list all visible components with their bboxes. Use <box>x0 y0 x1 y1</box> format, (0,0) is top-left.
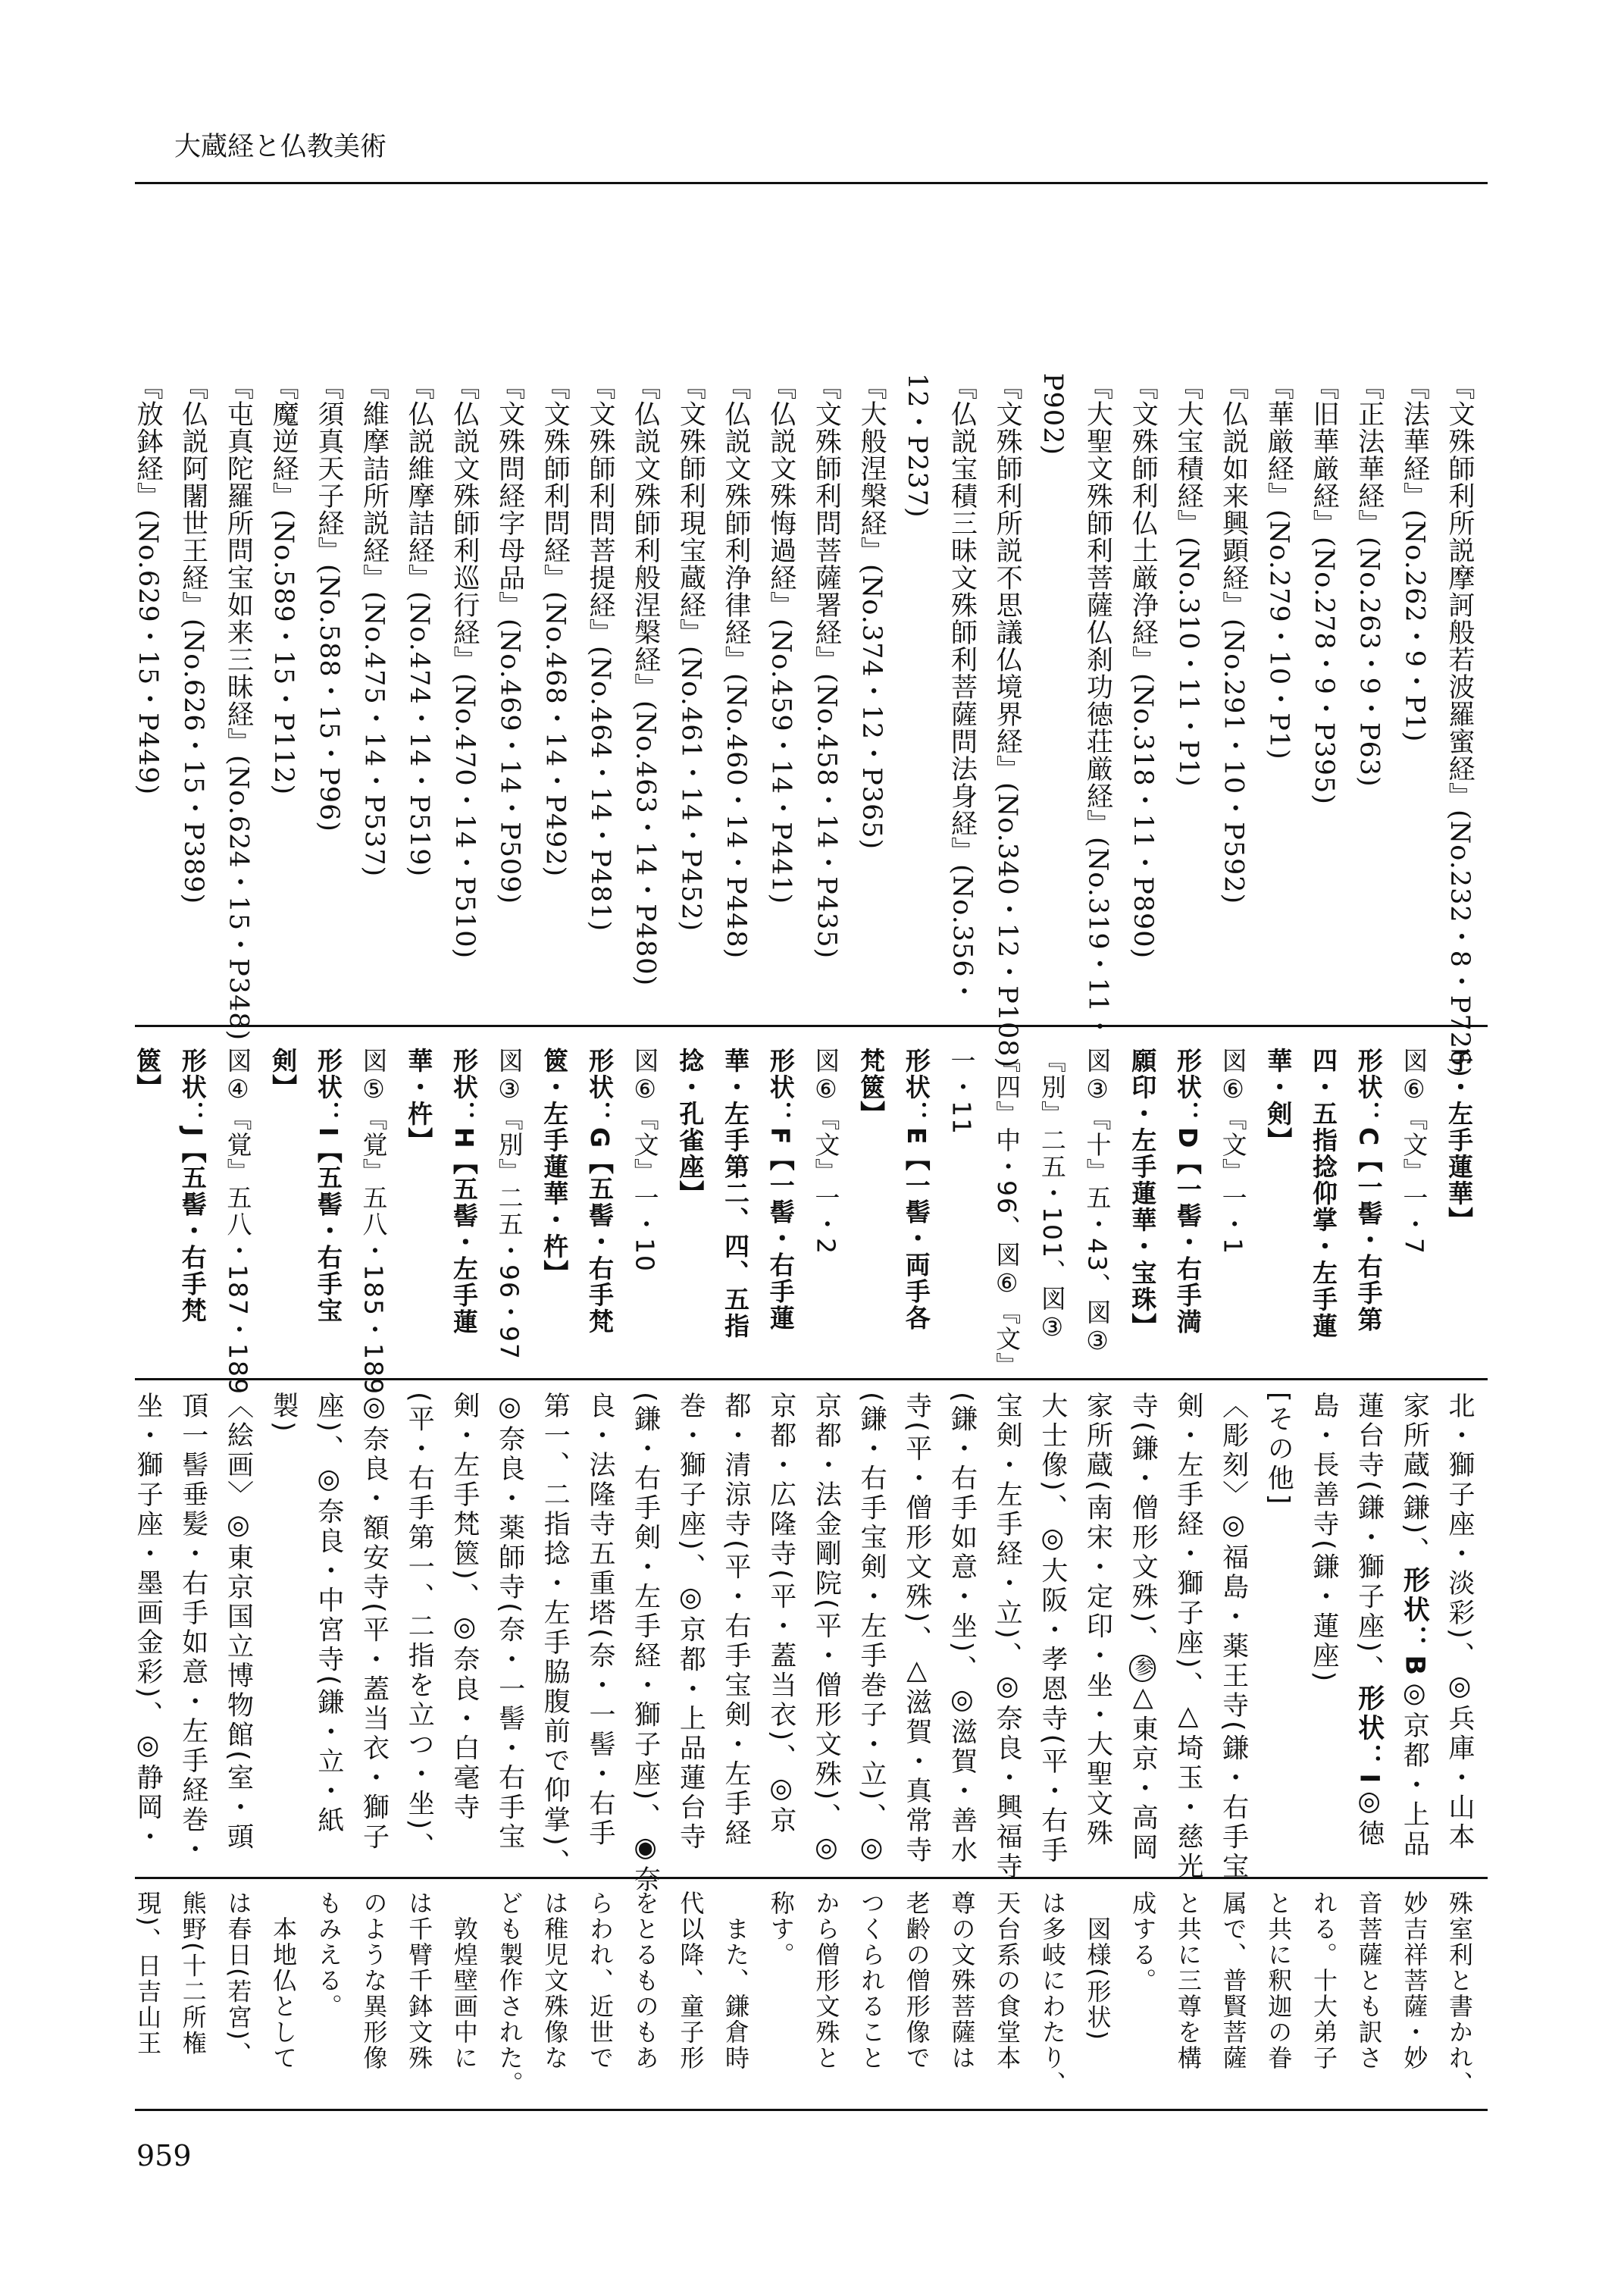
text-segment: つくられること <box>857 1890 887 2071</box>
text-column <box>1075 373 1120 1041</box>
text-column <box>939 1048 984 1374</box>
text-segment: 『文殊師利問菩薩署経』(No.458・14・P435) <box>811 373 842 960</box>
text-column <box>668 1890 713 2103</box>
shape-label: 形状：F【一髻・右手蓮 <box>765 1048 796 1332</box>
text-segment: 北・獅子座・淡彩)、◎兵庫・山本 <box>1444 1392 1475 1853</box>
text-segment: 大士像)、◎大阪・孝恩寺(平・右手 <box>1037 1392 1068 1866</box>
text-segment: 『屯真陀羅所問宝如来三昧経』(No.624・15・P348) <box>223 373 254 1042</box>
text-column <box>984 1392 1029 1882</box>
text-segment: 家所蔵(鎌)、 <box>1399 1392 1430 1567</box>
text-column <box>622 373 668 1017</box>
text-segment: 『大聖文殊師利菩薩仏刹功徳荘厳経』(No.319・11・ <box>1082 373 1113 1041</box>
text-segment: ◎奈良・薬師寺(奈・一髻・右手宝 <box>494 1392 525 1853</box>
text-segment: 剣・左手梵篋)、◎奈良・白毫寺 <box>449 1392 480 1823</box>
text-column <box>848 1890 893 2103</box>
text-segment: 『文殊師利所説不思議仏境界経』(No.340・12・P108) <box>992 373 1023 1069</box>
text-column <box>893 373 939 1017</box>
shape-label: 華・杵】 <box>404 1048 434 1154</box>
text-segment: 製) <box>268 1392 299 1435</box>
text-column <box>441 1890 487 2103</box>
text-column <box>848 373 893 1017</box>
text-segment: 図⑥『文』一・1 <box>1218 1048 1248 1255</box>
shape-label: 形状：G【五髻・右手梵 <box>584 1048 615 1336</box>
text-segment: 図様(形状) <box>1083 1890 1112 2041</box>
text-segment: 『大宝積経』(No.310・11・P1) <box>1172 373 1203 788</box>
text-column <box>305 1890 351 2103</box>
text-column <box>124 373 170 1017</box>
text-segment: 『大般涅槃経』(No.374・12・P365) <box>856 373 887 850</box>
text-column <box>305 373 351 1017</box>
text-column <box>1210 373 1256 1017</box>
text-column <box>305 1048 351 1374</box>
shape-label: 形状：E【一髻・両手各 <box>901 1048 931 1332</box>
text-column <box>124 1048 170 1374</box>
text-segment: 『魔逆経』(No.589・15・P112) <box>268 373 299 796</box>
text-column <box>260 1048 305 1374</box>
body-text-section <box>124 1890 1482 2103</box>
text-segment: 図⑥『文』一・2 <box>811 1048 841 1255</box>
text-column <box>1346 1392 1391 1869</box>
text-column <box>170 1890 215 2103</box>
text-column <box>441 1392 487 1869</box>
text-column <box>396 1392 442 1869</box>
text-column <box>803 373 849 1017</box>
text-column <box>1120 1890 1166 2103</box>
text-column <box>668 1048 713 1374</box>
text-column <box>1300 1048 1346 1374</box>
text-segment: 剣・左手経・獅子座)、△埼玉・慈光 <box>1172 1392 1203 1882</box>
text-segment: 頂一髻垂髪・右手如意・左手経巻・ <box>177 1392 208 1865</box>
text-segment: P902) <box>1037 373 1068 456</box>
text-column <box>1075 1392 1120 1869</box>
text-segment: [その他] <box>1263 1392 1294 1508</box>
text-segment: 『旧華厳経』(No.278・9・P395) <box>1308 373 1339 805</box>
text-column <box>124 1392 170 1869</box>
shape-label: 華・左手第二、四、五指 <box>721 1048 750 1339</box>
text-column <box>1256 1890 1301 2103</box>
text-segment: また、鎌倉時 <box>721 1890 750 2071</box>
text-segment: 島・長善寺(鎌・蓮座) <box>1308 1392 1339 1685</box>
text-segment: ◎京都・上品 <box>1399 1678 1430 1859</box>
text-segment: 『仏説文殊師利般涅槃経』(No.463・14・P480) <box>630 373 661 987</box>
text-column <box>441 1048 487 1374</box>
text-segment: 寺(鎌・僧形文殊)、 <box>1128 1392 1159 1655</box>
text-column <box>1120 373 1166 1017</box>
text-column <box>1256 1392 1301 1869</box>
text-segment: 蓮台寺(鎌・獅子座)、 <box>1353 1392 1385 1685</box>
text-column <box>170 373 215 1017</box>
text-segment: 天台系の食堂本 <box>993 1890 1022 2071</box>
text-column <box>1120 1048 1166 1374</box>
text-segment: 〈絵画〉◎東京国立博物館(室・頭 <box>223 1392 254 1853</box>
text-segment: 成する。 <box>1128 1890 1158 1994</box>
text-column <box>1256 1048 1301 1374</box>
text-column <box>577 1048 622 1374</box>
text-column <box>1029 373 1075 1017</box>
text-segment: 妙吉祥菩薩・妙 <box>1400 1890 1429 2071</box>
text-column <box>668 373 713 1017</box>
text-column <box>1165 373 1210 1017</box>
text-segment: ◎奈良・額安寺(平・蓋当衣・獅子 <box>358 1392 390 1853</box>
text-segment: 『法華経』(No.262・9・P1) <box>1399 373 1430 743</box>
text-column <box>712 373 758 1017</box>
text-column <box>803 1890 849 2103</box>
text-segment: 『四』中・96、図⑥『文』 <box>992 1048 1022 1379</box>
text-column <box>893 1890 939 2103</box>
shape-label: 捻・孔雀座】 <box>675 1048 706 1207</box>
text-column <box>305 1392 351 1869</box>
text-column <box>939 1890 984 2103</box>
text-segment: 属で、普賢菩薩 <box>1219 1890 1248 2071</box>
shape-label: 形状：C【一髻・右手第 <box>1353 1048 1384 1333</box>
text-segment: 『放鉢経』(No.629・15・P449) <box>133 373 164 796</box>
text-column <box>622 1890 668 2103</box>
text-segment: ども製作された。 <box>495 1890 524 2097</box>
text-column <box>939 373 984 1017</box>
text-column <box>1029 1890 1075 2103</box>
text-column <box>351 1048 396 1395</box>
text-segment: 都・清涼寺(平・右手宝剣・左手経 <box>721 1392 751 1849</box>
text-segment: 『仏説如来興顕経』(No.291・10・P592) <box>1218 373 1249 905</box>
text-segment: 良・法隆寺五重塔(奈・一髻・右手 <box>584 1392 615 1849</box>
page-number: 959 <box>136 2139 192 2172</box>
text-column <box>893 1048 939 1374</box>
text-segment: 現)、日吉山王 <box>133 1890 163 2056</box>
text-column <box>487 1890 532 2103</box>
text-segment: 坐・獅子座・墨画金彩)、◎静岡・ <box>133 1392 164 1853</box>
text-segment: (鎌・右手剣・左手経・獅子座)、◉奈 <box>630 1392 661 1896</box>
text-segment: 京都・広隆寺(平・蓋当衣)、◎京 <box>765 1392 796 1837</box>
text-segment: をとるものもあ <box>631 1890 660 2071</box>
text-column <box>577 373 622 1017</box>
text-column <box>124 1890 170 2103</box>
text-segment: (平・右手第一、二指を立つ・坐)、 <box>404 1392 435 1862</box>
text-segment: 尊の文殊菩薩は <box>947 1890 977 2071</box>
text-column <box>1346 1048 1391 1374</box>
text-segment: 『正法華経』(No.263・9・P63) <box>1353 373 1385 788</box>
text-segment: 称す。 <box>766 1890 796 1968</box>
text-column <box>1075 1048 1120 1374</box>
text-segment: 殊室利と書かれ、 <box>1445 1890 1474 2097</box>
text-column <box>1391 1048 1437 1374</box>
text-column <box>215 373 261 1042</box>
text-column <box>532 1048 577 1374</box>
text-segment: 座)、◎奈良・中宮寺(鎌・立・紙 <box>313 1392 344 1837</box>
text-column <box>1256 373 1301 1017</box>
text-column <box>1436 1392 1482 1869</box>
text-column <box>170 1392 215 1869</box>
text-column <box>1436 373 1482 1078</box>
text-segment: 本地仏として <box>269 1890 299 2071</box>
shape-label: 剣】 <box>268 1048 299 1101</box>
text-segment: れる。十大弟子 <box>1309 1890 1338 2071</box>
section-divider <box>135 1877 1488 1879</box>
shape-label: 形状：D【一髻・右手満 <box>1172 1048 1203 1336</box>
text-segment: 『維摩詰所説経』(No.475・14・P537) <box>358 373 390 878</box>
text-segment: 寺(平・僧形文殊)、△滋賀・真常寺 <box>901 1392 932 1866</box>
text-column <box>487 373 532 1017</box>
text-column <box>1210 1890 1256 2103</box>
text-column <box>1436 1048 1482 1374</box>
text-column <box>441 373 487 1017</box>
text-column <box>260 1890 305 2103</box>
text-column <box>893 1392 939 1869</box>
text-segment: 図⑥『文』一・10 <box>630 1048 660 1273</box>
text-column <box>351 1890 396 2103</box>
text-column <box>758 1392 803 1869</box>
sutra-list-section <box>124 373 1482 1078</box>
shape-label: 形状：I <box>1353 1684 1385 1787</box>
iconography-section <box>124 1048 1482 1395</box>
text-column <box>532 373 577 1017</box>
text-segment: 『文殊師利所説摩訶般若波羅蜜経』(No.232・8・P726) <box>1444 373 1475 1078</box>
text-column <box>939 1392 984 1869</box>
text-column <box>803 1392 849 1869</box>
text-column <box>1165 1392 1210 1882</box>
text-column <box>1029 1392 1075 1869</box>
text-segment: 図⑥『文』一・7 <box>1399 1048 1429 1255</box>
text-segment: は春日(若宮)、 <box>224 1890 253 2067</box>
text-column <box>351 1392 396 1869</box>
section-divider <box>135 1378 1488 1380</box>
shape-label: 形状：I【五髻・右手宝 <box>313 1048 343 1324</box>
text-column <box>170 1048 215 1374</box>
text-column <box>577 1392 622 1869</box>
text-column <box>215 1048 261 1395</box>
text-column <box>712 1890 758 2103</box>
shape-label: 梵篋】 <box>856 1048 887 1127</box>
text-segment: ◎徳 <box>1353 1786 1385 1850</box>
text-segment: は稚児文殊像な <box>540 1890 570 2071</box>
text-column <box>984 1890 1029 2103</box>
text-segment: 一・11 <box>947 1048 977 1135</box>
text-segment: 図③『十』五・43、図③ <box>1082 1048 1112 1357</box>
text-column <box>1300 1890 1346 2103</box>
text-column <box>396 373 442 1017</box>
text-column <box>803 1048 849 1374</box>
text-column <box>487 1048 532 1374</box>
text-column <box>984 1048 1029 1379</box>
text-segment: 『文殊師利現宝蔵経』(No.461・14・P452) <box>675 373 706 932</box>
text-segment: 『華厳経』(No.279・10・P1) <box>1263 373 1294 760</box>
text-column <box>1436 1890 1482 2103</box>
text-segment: 『仏説文殊師利浄律経』(No.460・14・P448) <box>721 373 751 960</box>
text-segment: 第一、二指捻・左手脇腹前で仰掌)、 <box>540 1392 571 1878</box>
text-segment: 『仏説阿闍世王経』(No.626・15・P389) <box>177 373 208 905</box>
text-segment: 『仏説宝積三昧文殊師利菩薩問法身経』(No.356・ <box>947 373 978 1005</box>
text-segment: 代以降、童子形 <box>676 1890 706 2071</box>
text-column <box>532 1890 577 2103</box>
text-segment: もみえる。 <box>314 1890 343 2019</box>
text-segment: 老齢の僧形像で <box>902 1890 931 2071</box>
shape-label: 願印・左手蓮華・宝珠】 <box>1128 1048 1158 1339</box>
text-segment: (鎌・右手宝剣・左手巻子・立)、◎ <box>856 1392 887 1866</box>
text-column <box>712 1392 758 1869</box>
text-column <box>577 1890 622 2103</box>
text-segment: は千臂千鉢文殊 <box>405 1890 434 2071</box>
shape-label: 子・左手蓮華】 <box>1444 1048 1474 1233</box>
shape-label: 華・剣】 <box>1263 1048 1294 1154</box>
text-segment: △東京・高岡 <box>1128 1681 1159 1863</box>
text-column <box>487 1392 532 1869</box>
text-segment: と共に釈迦の眷 <box>1264 1890 1294 2071</box>
text-column <box>848 1048 893 1374</box>
text-column <box>1346 1890 1391 2103</box>
text-segment: 『別』二五・101、図③ <box>1037 1048 1067 1343</box>
shape-label: 形状：H【五髻・左手蓮 <box>449 1048 479 1336</box>
text-segment: 『文殊問経字母品』(No.469・14・P509) <box>494 373 525 905</box>
text-segment: 『仏説文殊悔過経』(No.459・14・P441) <box>765 373 796 905</box>
text-column <box>215 1392 261 1869</box>
text-segment: 宝剣・左手経・立)、◎奈良・興福寺 <box>992 1392 1023 1882</box>
text-column <box>758 1890 803 2103</box>
text-segment: 敦煌壁画中に <box>449 1890 479 2071</box>
section-divider <box>135 1025 1488 1027</box>
text-column <box>1075 1890 1120 2103</box>
text-column <box>758 1048 803 1374</box>
text-segment: らわれ、近世で <box>585 1890 615 2071</box>
text-column <box>1120 1392 1166 1869</box>
circled-mark: 参 <box>1129 1655 1156 1682</box>
section-divider <box>135 2109 1488 2111</box>
shape-label: 四・五指捻仰掌・左手蓮 <box>1308 1048 1338 1339</box>
text-column <box>1391 1890 1437 2103</box>
text-segment: 『須真天子経』(No.588・15・P96) <box>313 373 344 832</box>
text-column <box>848 1392 893 1869</box>
text-segment: 『仏説文殊師利巡行経』(No.470・14・P510) <box>449 373 480 960</box>
text-column <box>622 1392 668 1896</box>
text-segment: 図④『覚』五八・187・189 <box>223 1048 253 1395</box>
text-column <box>622 1048 668 1374</box>
text-column <box>260 1392 305 1869</box>
header-rule <box>135 182 1488 184</box>
text-column <box>984 373 1029 1069</box>
text-segment: 音菩薩とも訳さ <box>1354 1890 1384 2071</box>
text-column <box>668 1392 713 1869</box>
text-column <box>1300 373 1346 1017</box>
text-column <box>758 373 803 1017</box>
text-segment: 『文殊師利仏土厳浄経』(No.318・11・P890) <box>1128 373 1159 960</box>
text-column <box>1391 1392 1437 1869</box>
text-segment: 『文殊師利問菩提経』(No.464・14・P481) <box>584 373 615 932</box>
shape-label: 形状：J【五髻・右手梵 <box>177 1048 208 1324</box>
text-column <box>1165 1890 1210 2103</box>
text-segment: と共に三尊を構 <box>1173 1890 1203 2071</box>
text-column <box>1391 373 1437 1017</box>
text-segment: 家所蔵(南宋・定印・坐・大聖文殊 <box>1082 1392 1113 1849</box>
text-segment: (鎌・右手如意・坐)、◎滋賀・善水 <box>947 1392 978 1866</box>
text-column <box>396 1890 442 2103</box>
running-title: 大蔵経と仏教美術 <box>174 132 387 162</box>
text-column <box>215 1890 261 2103</box>
text-column <box>1210 1392 1256 1882</box>
shape-label: 篋・左手蓮華・杵】 <box>540 1048 570 1286</box>
text-column <box>1346 373 1391 1017</box>
text-column <box>351 373 396 1017</box>
text-segment: 『仏説維摩詰経』(No.474・14・P519) <box>404 373 435 878</box>
text-segment: 図⑤『覚』五八・185・189 <box>358 1048 389 1395</box>
text-segment: 熊野(十二所権 <box>178 1890 208 2056</box>
text-segment: 〈彫刻〉◎福島・薬王寺(鎌・右手宝 <box>1218 1392 1249 1882</box>
text-segment: 巻・獅子座)、◎京都・上品蓮台寺 <box>675 1392 706 1853</box>
text-segment: から僧形文殊と <box>812 1890 841 2071</box>
examples-section <box>124 1392 1482 1896</box>
text-segment: は多岐にわたり、 <box>1037 1890 1067 2097</box>
text-segment: 図③『別』二五・96・97 <box>494 1048 524 1361</box>
text-column <box>1029 1048 1075 1374</box>
text-column <box>532 1392 577 1878</box>
text-column <box>1210 1048 1256 1374</box>
text-column <box>396 1048 442 1374</box>
text-segment: 『文殊師利問経』(No.468・14・P492) <box>540 373 571 878</box>
text-column <box>260 373 305 1017</box>
shape-label: 形状：B <box>1399 1566 1430 1678</box>
text-segment: 京都・法金剛院(平・僧形文殊)、◎ <box>811 1392 842 1866</box>
shape-label: 篋】 <box>133 1048 163 1101</box>
text-segment: 12・P237) <box>901 373 932 518</box>
text-column <box>712 1048 758 1374</box>
text-column <box>1300 1392 1346 1869</box>
text-segment: のような異形像 <box>359 1890 389 2071</box>
text-column <box>1165 1048 1210 1374</box>
